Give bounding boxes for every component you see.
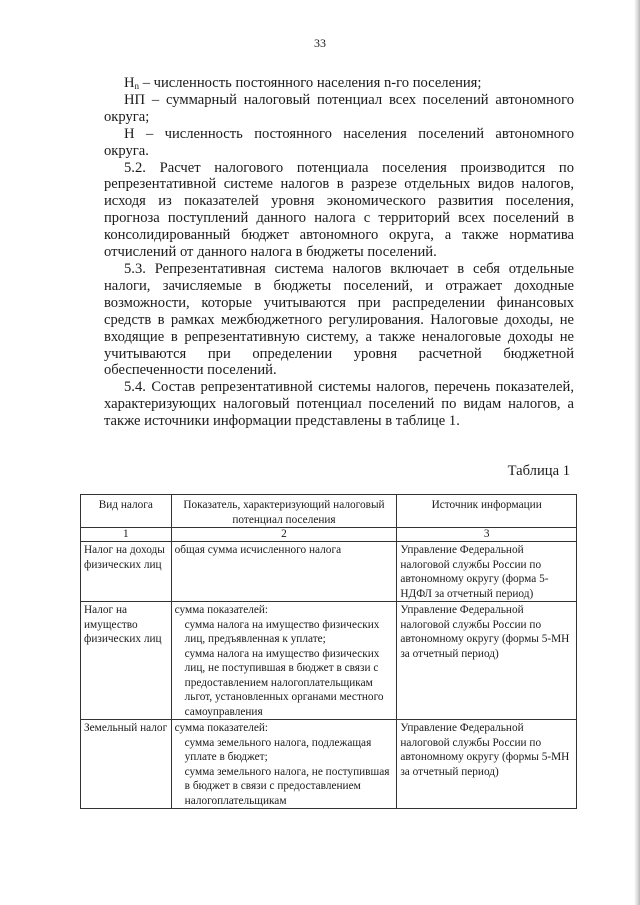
source-cell: Управление Федеральной налоговой службы России по автономному округу (форма 5-НДФЛ за отчетный период): [397, 542, 577, 602]
definition-hn: [104, 75, 574, 92]
body-text: [104, 75, 574, 430]
column-number-2: 2: [171, 528, 397, 542]
indicator-line: общая сумма исчисленного налога: [174, 544, 342, 556]
table-header-row: [81, 495, 577, 528]
table-number-row: [81, 528, 577, 542]
definition-np: НП – суммарный налоговый потенциал всех поселений автономного округа;: [104, 91, 574, 125]
tax-name-cell: Земельный налог: [81, 720, 172, 809]
table-row: [81, 602, 577, 720]
table-row: [81, 542, 577, 602]
column-number-3: 3: [397, 528, 577, 542]
paragraph-5-4: 5.4. Состав репрезентативной системы налогов, перечень показателей, характеризующих налоговый потенциал поселений по видам налогов, а также источники информации представлены в таблице 1.: [104, 379, 574, 430]
source-cell: Управление Федеральной налоговой службы России по автономному округу (формы 5-МН за отчетный период): [397, 602, 577, 720]
tax-table: [80, 494, 577, 809]
indicator-cell: [171, 602, 397, 720]
indicator-line: сумма показателей:: [174, 722, 269, 734]
symbol-h: Н: [124, 75, 135, 91]
header-tax-type: Вид налога: [81, 495, 172, 528]
paragraph-5-2: 5.2. Расчет налогового потенциала поселения производится по репрезентативной системе налогов в разрезе отдельных видов налогов, исходя из показателей уровня экономического развития поселения, прогноза поступлений данного налога с территорий всех поселений в консолидированный бюджет автономного округа, а также норматива отчислений от данного налога в бюджеты поселений.: [104, 159, 574, 261]
header-source: Источник информации: [397, 495, 577, 528]
indicator-cell: [171, 720, 397, 809]
indicator-line: сумма налога на имущество физических лиц, не поступившая в бюджет в связи с предоставлением налогоплательщикам льгот, установленных органами местного самоуправления: [184, 647, 384, 718]
column-number-1: 1: [81, 528, 172, 542]
header-indicator: Показатель, характеризующий налоговый потенциал поселения: [171, 495, 397, 528]
source-cell: Управление Федеральной налоговой службы России по автономному округу (формы 5-МН за отчетный период): [397, 720, 577, 809]
page-number: 33: [314, 36, 326, 50]
definition-h: Н – численность постоянного населения поселений автономного округа.: [104, 125, 574, 159]
indicator-line: сумма налога на имущество физических лиц, предъявленная к уплате;: [184, 618, 380, 645]
definition-hn-text: – численность постоянного населения n-го поселения;: [139, 75, 482, 91]
table-row: [81, 720, 577, 809]
table-caption: Таблица 1: [507, 463, 570, 479]
tax-name-cell: Налог на доходы физических лиц: [81, 542, 172, 602]
symbol-subscript: n: [134, 81, 140, 91]
indicator-line: сумма земельного налога, подлежащая уплате в бюджет;: [184, 736, 372, 763]
scan-edge-shadow: [634, 0, 640, 905]
tax-name-cell: Налог на имущество физических лиц: [81, 602, 172, 720]
indicator-line: сумма земельного налога, не поступившая в бюджет в связи с предоставлением налогоплательщикам: [184, 765, 390, 807]
indicator-cell: [171, 542, 397, 602]
paragraph-5-3: 5.3. Репрезентативная система налогов включает в себя отдельные налоги, зачисляемые в бюджеты поселений, и отражает доходные возможности, которые учитываются при распределении финансовых средств в рамках межбюджетного регулирования. Налоговые доходы, не входящие в репрезентативную систему, а также неналоговые доходы не учитываются при определении уровня расчетной бюджетной обеспеченности поселений.: [104, 260, 574, 379]
indicator-line: сумма показателей:: [174, 604, 269, 616]
